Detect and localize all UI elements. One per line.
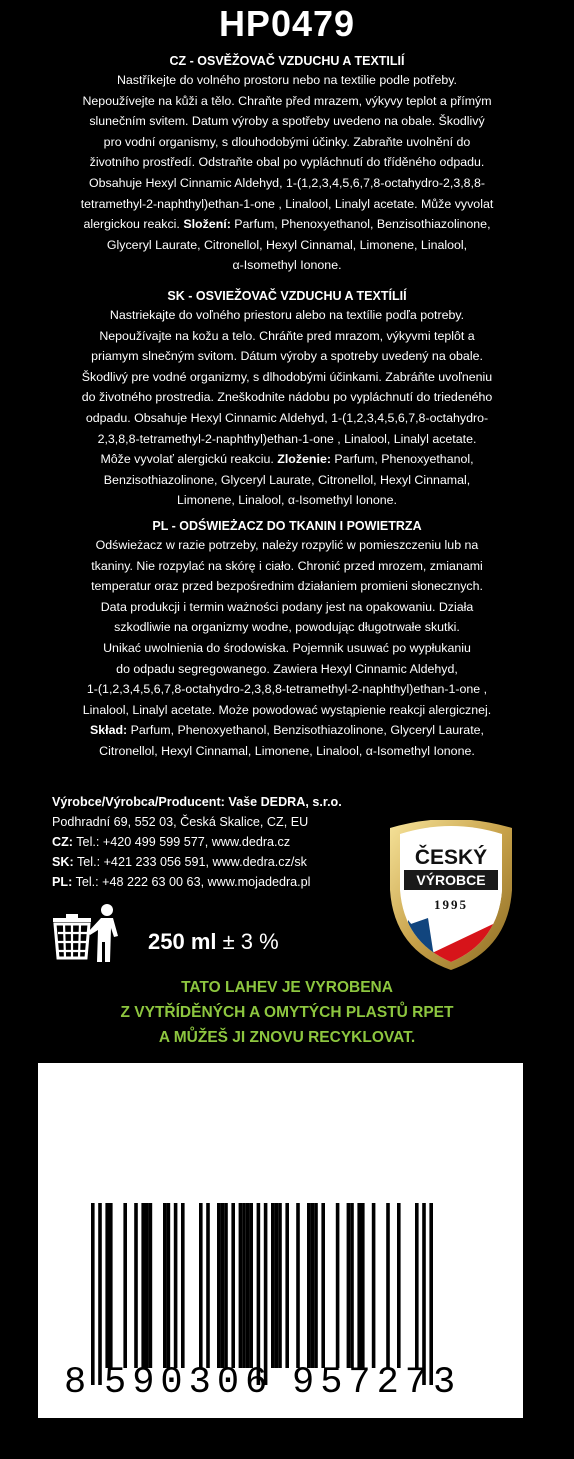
barcode-bar [91, 1203, 95, 1385]
text-line: Nastříkejte do volného prostoru nebo na textilie podle potřeby. [116, 73, 458, 87]
text-fragment: Parfum, Phenoxyethanol, Benzisothiazolinone, [234, 217, 491, 232]
text-line: slunečním svitem. Datum výroby a spotřeby uvedeno na obale. Škodlivý [89, 114, 485, 129]
barcode-bar [422, 1203, 426, 1385]
contact-label: CZ: [52, 835, 73, 849]
barcode-bar [314, 1203, 318, 1368]
barcode-bar [105, 1203, 109, 1368]
text-line: Benzisothiazolinone, Glyceryl Laurate, Citronellol, Hexyl Cinnamal, [103, 472, 471, 487]
text-line: pro vodní organismy, s dlouhodobými účinky. Zabraňte uvolnění do [103, 134, 471, 149]
section-pl [40, 518, 534, 762]
barcode-bar [217, 1203, 221, 1368]
barcode-bar [386, 1203, 390, 1368]
text-line: Nepoužívajte na kožu a telo. Chráňte pred mrazom, výkyvmi teplôt a [99, 328, 475, 343]
barcode-bar [224, 1203, 228, 1368]
barcode-bar [278, 1203, 282, 1368]
barcode-bar [231, 1203, 235, 1368]
barcode-first-digit: 8 [64, 1362, 93, 1404]
barcode-bar [347, 1203, 351, 1368]
barcode-bar [321, 1203, 325, 1368]
text-line: Limonene, Linalool, α-Isomethyl Ionone. [176, 493, 397, 508]
text-line: Citronellol, Hexyl Cinnamal, Limonene, Linalool, α-Isomethyl Ionone. [99, 743, 475, 758]
text-line: priamym slnečným svitom. Dátum výroby a spotreby uvedený na obale. [91, 349, 483, 364]
text-line: odpadu. Obsahuje Hexyl Cinnamic Aldehyd, 1-(1,2,3,4,5,6,7,8-octahydro- [85, 410, 489, 425]
contact-text: Tel.: +421 233 056 591, www.dedra.cz/sk [76, 855, 307, 869]
barcode-bar [311, 1203, 315, 1368]
badge-year: 1995 [434, 897, 468, 912]
volume-label [148, 928, 279, 956]
text-line: tkaniny. Nie rozpylać na skórę i ciało. Chronić przed mrozem, zmianami [91, 558, 483, 573]
barcode-bar [181, 1203, 185, 1368]
text-line: Nastriekajte do voľného priestoru alebo na textílie podľa potreby. [109, 308, 465, 322]
text-line: 2,3,8,8-tetramethyl-2-naphthyl)ethan-1-one , Linalool, Linalyl acetate. [97, 431, 477, 446]
badge-line1: ČESKÝ [414, 846, 488, 869]
barcode-bar [145, 1203, 149, 1368]
text-fragment: alergickou reakci. [83, 217, 180, 232]
barcode-bar [239, 1203, 243, 1368]
recycle-note [40, 975, 534, 1050]
contact-sk [52, 852, 342, 872]
barcode-bar [372, 1203, 376, 1368]
barcode-right-digits: 957273 [292, 1362, 462, 1404]
barcode-left-digits: 590306 [104, 1362, 274, 1404]
barcode-bar [199, 1203, 203, 1368]
barcode-bar [307, 1203, 311, 1368]
text-line: Obsahuje Hexyl Cinnamic Aldehyd, 1-(1,2,3,4,5,6,7,8-octahydro-2,3,8,8- [88, 175, 486, 190]
barcode-bar [134, 1203, 138, 1368]
contact-cz [52, 832, 342, 852]
composition-label: Skład: [90, 723, 128, 738]
product-code: HP0479 [218, 3, 356, 44]
text-line: A MŮŽEŠ JI ZNOVU RECYKLOVAT. [158, 1029, 416, 1046]
volume-tolerance: ± 3 % [222, 929, 279, 954]
cesky-vyrobce-badge [388, 820, 514, 975]
barcode-bar [98, 1203, 102, 1385]
composition-line [40, 214, 534, 235]
barcode-bar [336, 1203, 340, 1368]
barcode-bar [350, 1203, 354, 1368]
text-line: tetramethyl-2-naphthyl)ethan-1-one , Linalool, Linalyl acetate. Může vyvolat [80, 196, 494, 211]
text-line: Odświeżacz w razie potrzeby, należy rozpylić w pomieszczeniu lub na [95, 538, 479, 552]
section-body-cz [40, 70, 534, 276]
barcode-bar [357, 1203, 361, 1368]
section-title-pl: PL - ODŚWIEŻACZ DO TKANIN I POWIETRZA [152, 519, 422, 533]
barcode-bar [296, 1203, 300, 1368]
producer-info [52, 792, 342, 892]
barcode-bar [163, 1203, 167, 1368]
text-fragment: Parfum, Phenoxyethanol, Benzisothiazolinone, Glyceryl Laurate, [130, 723, 484, 738]
barcode-bar [221, 1203, 225, 1368]
barcode-bar [123, 1203, 127, 1368]
barcode-bar [429, 1203, 433, 1385]
text-line: životního prostředí. Odstraňte obal po vypláchnutí do tříděného odpadu. [89, 155, 485, 170]
barcode-bar [141, 1203, 145, 1368]
recycle-bin-icon [50, 904, 124, 969]
barcode-bar [246, 1203, 250, 1368]
barcode-bar [275, 1203, 279, 1368]
barcode-bar [264, 1203, 268, 1385]
barcode-bar [397, 1203, 401, 1368]
section-body-pl [40, 535, 534, 762]
composition-line [40, 449, 534, 470]
text-line: temperatur oraz przed bezpośrednim działaniem promieni słonecznych. [91, 579, 483, 594]
section-body-sk [40, 305, 534, 511]
contact-text: Tel.: +48 222 63 00 63, www.mojadedra.pl [75, 875, 311, 889]
text-line: Nepoužívejte na kůži a tělo. Chraňte před mrazem, výkyvy teplot a přímým [82, 93, 492, 108]
section-title-sk: SK - OSVIEŽOVAČ VZDUCHU A TEXTÍLIÍ [167, 289, 407, 303]
text-line: Data produkcji i termin ważności podany jest na opakowaniu. Działa [100, 599, 474, 614]
barcode-bar [206, 1203, 210, 1368]
volume-amount: 250 ml [148, 929, 217, 954]
contact-pl [52, 872, 342, 892]
contact-label: PL: [52, 875, 73, 889]
barcode-bar [109, 1203, 113, 1368]
composition-label: Zloženie: [277, 452, 331, 467]
section-sk [40, 288, 534, 511]
text-line: α-Isomethyl Ionone. [232, 258, 342, 273]
barcode-bar [167, 1203, 171, 1368]
barcode-bar [249, 1203, 253, 1368]
section-title-cz: CZ - OSVĚŽOVAČ VZDUCHU A TEXTILIÍ [169, 54, 405, 68]
text-line: 1-(1,2,3,4,5,6,7,8-octahydro-2,3,8,8-tetramethyl-2-naphthyl)ethan-1-one , [86, 682, 488, 697]
barcode-bar [271, 1203, 275, 1368]
text-fragment: Parfum, Phenoxyethanol, [334, 452, 474, 467]
composition-label: Složení: [183, 217, 231, 232]
barcode-bar [257, 1203, 261, 1385]
producer-heading: Výrobce/Výrobca/Producent: Vaše DEDRA, s.r.o. [52, 795, 342, 809]
text-line: Z VYTŘÍDĚNÝCH A OMYTÝCH PLASTŮ RPET [120, 1004, 454, 1021]
text-line: Unikać uwolnienia do środowiska. Pojemnik usuwać po wypłukaniu [103, 640, 471, 655]
text-line: Linalool, Linalyl acetate. Może powodować wystąpienie reakcji alergicznej. [82, 702, 492, 717]
contact-label: SK: [52, 855, 74, 869]
text-line: do odpadu segregowanego. Zawiera Hexyl Cinnamic Aldehyd, [116, 661, 458, 676]
text-line: Škodlivý pre vodné organizmy, s dlhodobými účinkami. Zabráňte uvoľneniu [81, 369, 493, 384]
barcode-bar [149, 1203, 153, 1368]
text-line: Glyceryl Laurate, Citronellol, Hexyl Cinnamal, Limonene, Linalool, [106, 237, 468, 252]
producer-address: Podhradní 69, 552 03, Česká Skalice, CZ, EU [52, 815, 309, 829]
barcode-bar [361, 1203, 365, 1368]
barcode-bar [242, 1203, 246, 1368]
text-line: TATO LAHEV JE VYROBENA [181, 979, 393, 996]
barcode-bar [285, 1203, 289, 1368]
text-line: szkodliwie na organizmy wodne, powodując długotrwałe skutki. [114, 620, 460, 635]
contact-text: Tel.: +420 499 599 577, www.dedra.cz [76, 835, 291, 849]
barcode-bar [174, 1203, 178, 1368]
barcode-bar [415, 1203, 419, 1368]
text-line: do životného prostredia. Zneškodnite nádobu po vypláchnutí do triedeného [81, 390, 493, 405]
text-fragment: Môže vyvolať alergickú reakciu. [100, 452, 274, 467]
section-cz [40, 53, 534, 276]
badge-line2: VÝROBCE [416, 872, 486, 888]
composition-line [40, 720, 534, 741]
